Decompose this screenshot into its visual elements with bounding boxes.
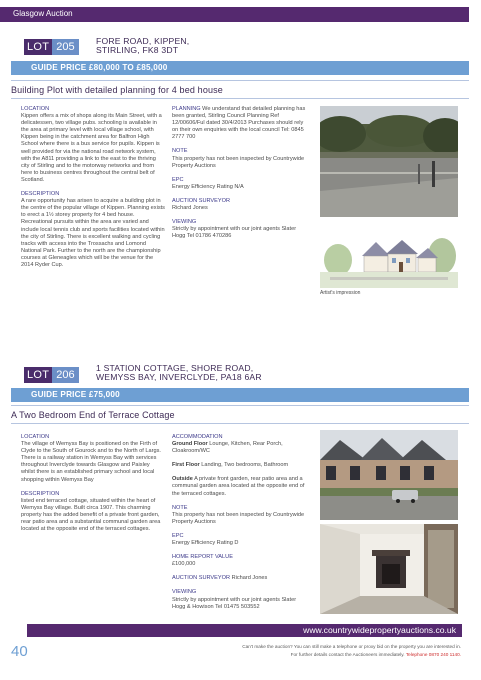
footer-note-prefix: For further details contact the Auctioneers immediately.: [290, 652, 406, 657]
divider: [11, 405, 469, 406]
address-line-1: FORE ROAD, KIPPEN,: [96, 36, 190, 46]
address-line-2: STIRLING, FK8 3DT: [96, 45, 179, 55]
surveyor-heading: AUCTION SURVEYOR: [172, 197, 231, 204]
viewing-text: Strictly by appointment with our joint agents Slater Hogg Tel 01786 470286: [172, 226, 297, 240]
lot-number: 206: [52, 367, 78, 383]
lot-left-column: [21, 106, 165, 276]
note-heading: NOTE: [172, 504, 188, 511]
surveyor-text: Richard Jones: [172, 205, 208, 212]
outside-label: Outside: [172, 476, 193, 483]
address-line-1: 1 STATION COTTAGE, SHORE ROAD,: [96, 363, 254, 373]
cottage-exterior-image: [320, 430, 458, 520]
page-number: 40: [11, 643, 28, 660]
divider: [11, 80, 469, 81]
lot-headline: A Two Bedroom End of Terrace Cottage: [11, 410, 175, 420]
description-text: listed end terraced cottage, situated within the heart of Wemyss Bay village. Built circa 1907. This charming property has the added benefit of a private front garden, rear patio area and a substantial communal garden area located at the opposite end of the terraced cottages.: [21, 497, 161, 533]
lot-middle-column: [172, 106, 310, 247]
location-heading: LOCATION: [21, 434, 50, 440]
description-heading: DESCRIPTION: [21, 191, 60, 198]
property-photo: [320, 524, 458, 614]
note-heading: NOTE: [172, 148, 188, 155]
lot-left-column: [21, 434, 165, 540]
epc-text: Energy Efficiency Rating D: [172, 540, 239, 547]
epc-heading: EPC: [172, 532, 184, 539]
epc-heading: EPC: [172, 176, 184, 183]
section-title: Glasgow Auction: [13, 9, 73, 18]
surveyor-text: Richard Jones: [230, 575, 268, 582]
footer-note-line-1: Can't make the auction? You can still make a telephone or proxy bid on the property you are interested in.: [242, 644, 461, 649]
ground-floor-label: Ground Floor: [172, 441, 208, 448]
home-report-text: £100,000: [172, 561, 196, 568]
guide-price-bar: [11, 388, 469, 402]
planning-text: We understand that detailed planning has been granted, Stirling Council Planning Ref 12/00606/Ful dated 30/4/2013 Purchases should rely on their own enquiries with the local council Tel: 0845 2777 700: [172, 106, 306, 141]
note-text: This property has not been inspected by Countrywide Property Auctions: [172, 511, 305, 525]
accommodation-heading: ACCOMMODATION: [172, 434, 223, 440]
planning-heading: PLANNING: [172, 106, 201, 112]
viewing-text: Strictly by appointment with our joint agents Slater Hogg & Howison Tel 01475 503552: [172, 596, 297, 610]
note-text: This property has not been inspected by Countrywide Property Auctions: [172, 155, 305, 169]
description-text: A rare opportunity has arisen to acquire a building plot in the centre of the popular village of Kippen. Planning exists to erect a 1½ storey property for 4 bed house. Recreational pursuits within the area are varied and include local tennis club and sports facilities located within the city of Stirling. There is excellent walking and cycling tracks with access into the Trossachs and Lomond National Park. Further to the north are the championship courses at Gleneagles which will be the venue for the 2014 Ryder Cup.: [21, 198, 165, 268]
divider: [11, 98, 469, 99]
guide-price-bar: [11, 61, 469, 75]
lot-number: 205: [52, 39, 78, 55]
viewing-heading: VIEWING: [172, 589, 197, 596]
ground-floor-text: Lounge, Kitchen, Rear Porch, Cloakroom/WC: [172, 441, 283, 455]
guide-price: GUIDE PRICE £75,000: [31, 390, 120, 399]
first-floor-text: Landing, Two bedrooms, Bathroom: [199, 462, 289, 469]
location-heading: LOCATION: [21, 106, 50, 112]
property-photo: [320, 106, 458, 217]
artist-impression-image: [320, 220, 458, 288]
viewing-heading: VIEWING: [172, 219, 197, 226]
outside-text: A private front garden, rear patio area and a communal garden area located at the opposite end of the terraced cottages.: [172, 476, 305, 497]
epc-text: Energy Efficiency Rating N/A: [172, 183, 244, 190]
lot-number-badge: [24, 367, 79, 383]
auctioneer-phone: Telephone 0870 240 1140.: [405, 652, 461, 657]
website-bar: [27, 624, 462, 637]
footer-note-line-2: [291, 652, 461, 657]
interior-room-image: [320, 524, 458, 614]
image-caption: Artist's impression: [320, 290, 361, 296]
divider: [11, 423, 469, 424]
lot-number-badge: [24, 39, 79, 55]
street-scene-image: [320, 106, 458, 217]
surveyor-heading: AUCTION SURVEYOR: [172, 575, 231, 582]
property-photo: [320, 430, 458, 520]
guide-price: GUIDE PRICE £80,000 TO £85,000: [31, 63, 168, 72]
lot-label: LOT: [27, 369, 50, 381]
lot-address: [96, 364, 262, 382]
section-header-bar: [0, 7, 469, 22]
website-link[interactable]: www.countrywidepropertyauctions.co.uk: [303, 625, 456, 635]
first-floor-label: First Floor: [172, 462, 200, 469]
lot-label: LOT: [27, 41, 50, 53]
lot-middle-column: [172, 434, 310, 618]
location-text: The village of Wemyss Bay is positioned on the Firth of Clyde to the South of Gourock and to the North of Largs. There is a railway station in Wemyss Bay with services throughout Inverclyde towards Glasgow and Paisley whilst there is an established primary school and local shopping within Wemyss Bay: [21, 441, 161, 483]
description-heading: DESCRIPTION: [21, 490, 60, 497]
lot-headline: Building Plot with detailed planning for 4 bed house: [11, 85, 223, 95]
address-line-2: WEMYSS BAY, INVERCLYDE, PA18 6AR: [96, 372, 262, 382]
home-report-heading: HOME REPORT VALUE: [172, 554, 233, 561]
lot-address: [96, 37, 189, 55]
location-text: Kippen offers a mix of shops along its Main Street, with a delicatessen, two village pubs. schooling is available in the area at primary level with local village school, with Kippen being in the catchment area for Balfron High School where there is a bus service for pupils. Kippen is well provided for via the national road network system, with the A811 providing a link to the east to the thriving city of Stirling and to the motorway networks and from here to business centres throughout the central belt of Scotland.: [21, 113, 162, 183]
